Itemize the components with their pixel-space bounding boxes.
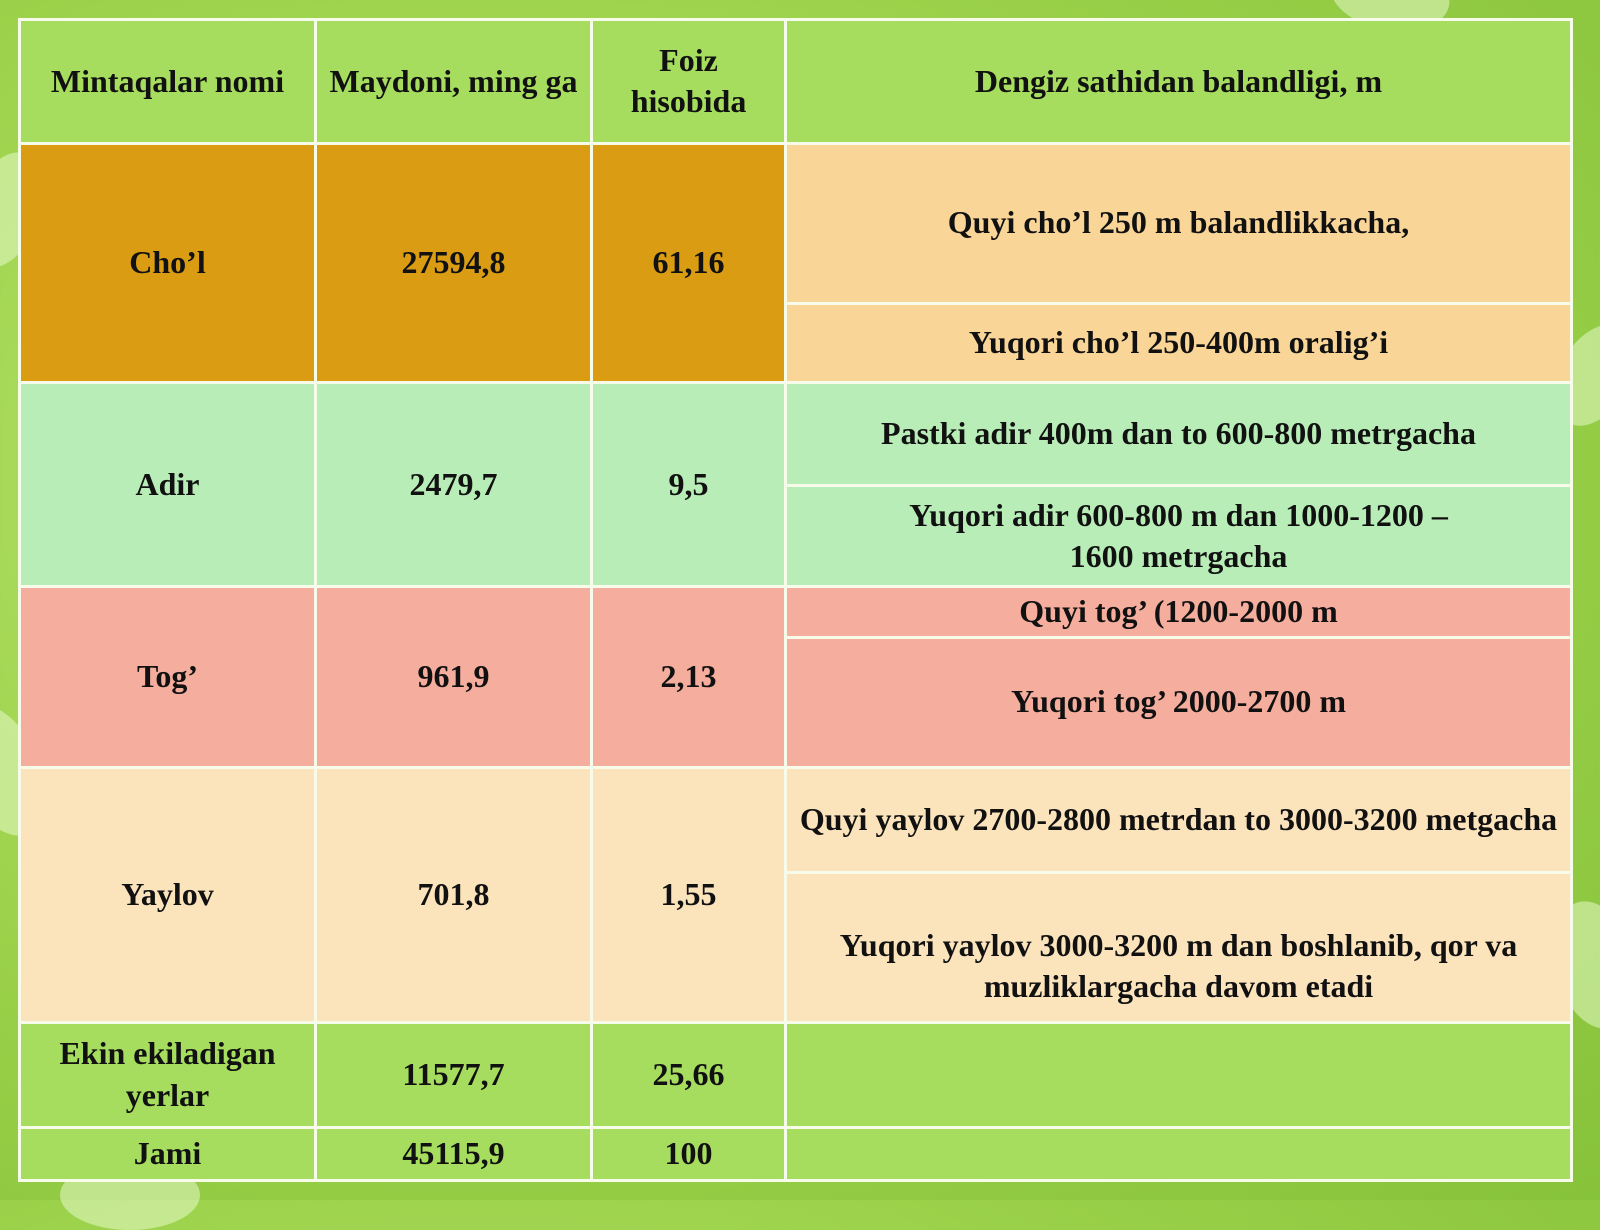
table-row [20, 1128, 1572, 1181]
percent-cell: 9,5 [592, 382, 786, 587]
area-cell: 11577,7 [316, 1022, 592, 1127]
area-cell: 2479,7 [316, 382, 592, 587]
table-row [20, 143, 1572, 303]
percent-cell: 2,13 [592, 587, 786, 767]
header-altitude: Dengiz sathidan balandligi, m [786, 20, 1572, 144]
table-header-row [20, 20, 1572, 144]
percent-cell: 61,16 [592, 143, 786, 382]
percent-cell: 100 [592, 1128, 786, 1181]
table-row [20, 587, 1572, 638]
table-row [20, 382, 1572, 485]
table-row [20, 767, 1572, 872]
altitude-cell: Quyi cho’l 250 m balandlikkacha, [786, 143, 1572, 303]
region-name-cell: Jami [20, 1128, 316, 1181]
area-cell: 45115,9 [316, 1128, 592, 1181]
altitude-cell: Quyi yaylov 2700-2800 metrdan to 3000-3200 metgacha [786, 767, 1572, 872]
altitude-cell: Yuqori tog’ 2000-2700 m [786, 637, 1572, 767]
altitude-cell: Yuqori cho’l 250-400m oralig’i [786, 303, 1572, 382]
percent-cell: 25,66 [592, 1022, 786, 1127]
percent-cell: 1,55 [592, 767, 786, 1022]
header-area: Maydoni, ming ga [316, 20, 592, 144]
region-name-cell: Ekin ekiladigan yerlar [20, 1022, 316, 1127]
header-region-name: Mintaqalar nomi [20, 20, 316, 144]
regions-table [18, 18, 1573, 1182]
altitude-cell: Quyi tog’ (1200-2000 m [786, 587, 1572, 638]
area-cell: 961,9 [316, 587, 592, 767]
region-name-cell: Cho’l [20, 143, 316, 382]
altitude-cell: Yuqori adir 600-800 m dan 1000-1200 – 1600 metrgacha [786, 486, 1572, 587]
region-name-cell: Adir [20, 382, 316, 587]
altitude-cell-empty [786, 1128, 1572, 1181]
region-name-cell: Tog’ [20, 587, 316, 767]
altitude-cell-empty [786, 1022, 1572, 1127]
area-cell: 701,8 [316, 767, 592, 1022]
altitude-cell: Yuqori yaylov 3000-3200 m dan boshlanib, qor va muzliklargacha davom etadi [786, 872, 1572, 1022]
table-row [20, 1022, 1572, 1127]
region-name-cell: Yaylov [20, 767, 316, 1022]
header-percent: Foiz hisobida [592, 20, 786, 144]
altitude-cell: Pastki adir 400m dan to 600-800 metrgacha [786, 382, 1572, 485]
area-cell: 27594,8 [316, 143, 592, 382]
